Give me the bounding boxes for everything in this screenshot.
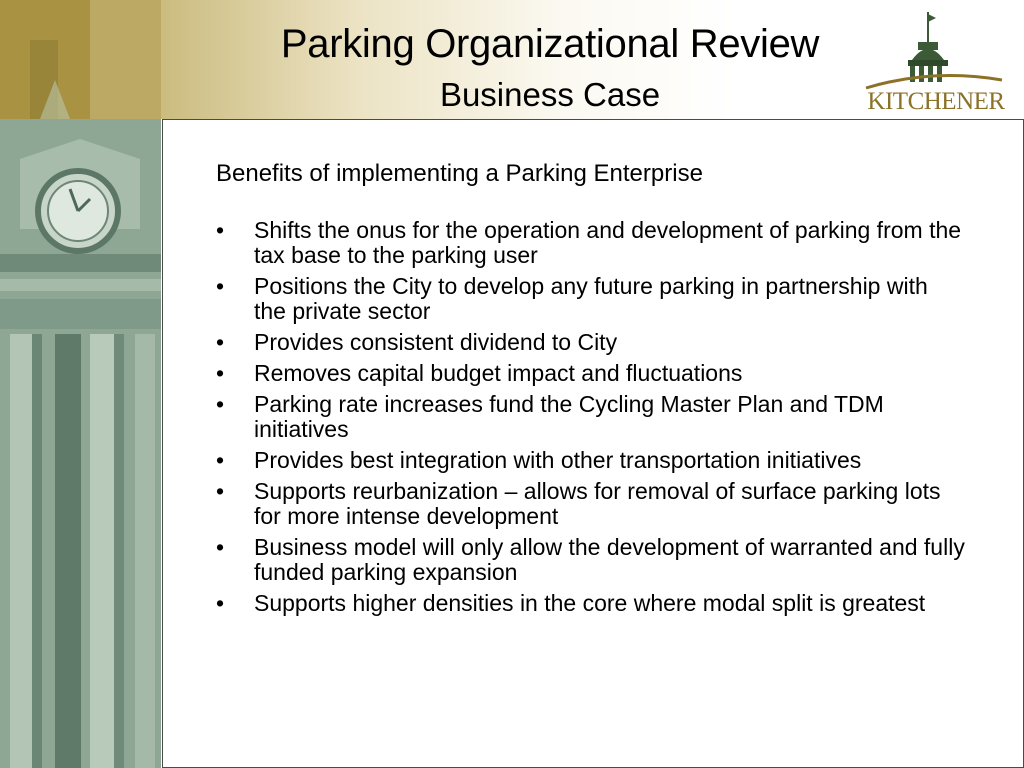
bullet-icon: • xyxy=(216,391,225,417)
bullet-icon: • xyxy=(216,447,225,473)
list-item xyxy=(216,479,966,529)
list-item xyxy=(216,392,966,442)
benefits-list xyxy=(216,218,966,622)
list-item-text: Provides consistent dividend to City xyxy=(254,329,618,355)
bullet-icon: • xyxy=(216,478,225,504)
slide-subtitle: Business Case xyxy=(439,76,661,113)
bullet-icon: • xyxy=(216,329,225,355)
list-item-text: Positions the City to develop any future parking in partnership with the private sector xyxy=(254,273,928,324)
list-item xyxy=(216,218,966,268)
bullet-icon: • xyxy=(216,534,225,560)
logo-wordmark: KITCHENER xyxy=(867,88,1005,115)
list-item xyxy=(216,591,966,616)
list-item-text: Business model will only allow the development of warranted and fully funded parking expansion xyxy=(254,534,965,585)
bullet-icon: • xyxy=(216,217,225,243)
clock-tower-photo xyxy=(0,119,161,768)
kitchener-logo xyxy=(862,10,1006,116)
list-item-text: Shifts the onus for the operation and development of parking from the tax base to the parking user xyxy=(254,217,962,268)
list-item-text: Removes capital budget impact and fluctuations xyxy=(254,360,743,386)
list-item xyxy=(216,535,966,585)
bullet-icon: • xyxy=(216,273,225,299)
list-item xyxy=(216,274,966,324)
list-item xyxy=(216,448,966,473)
list-item xyxy=(216,361,966,386)
city-hall-clock-tower-icon xyxy=(862,10,1006,90)
section-heading: Benefits of implementing a Parking Enterprise xyxy=(216,160,703,187)
list-item xyxy=(216,330,966,355)
header-photo-decoration xyxy=(0,0,161,119)
list-item-text: Supports reurbanization – allows for removal of surface parking lots for more intense development xyxy=(254,478,941,529)
slide-title: Parking Organizational Review xyxy=(280,22,820,66)
bullet-icon: • xyxy=(216,360,225,386)
bullet-icon: • xyxy=(216,590,225,616)
list-item-text: Provides best integration with other transportation initiatives xyxy=(254,447,862,473)
list-item-text: Supports higher densities in the core where modal split is greatest xyxy=(254,590,926,616)
list-item-text: Parking rate increases fund the Cycling Master Plan and TDM initiatives xyxy=(254,391,884,442)
